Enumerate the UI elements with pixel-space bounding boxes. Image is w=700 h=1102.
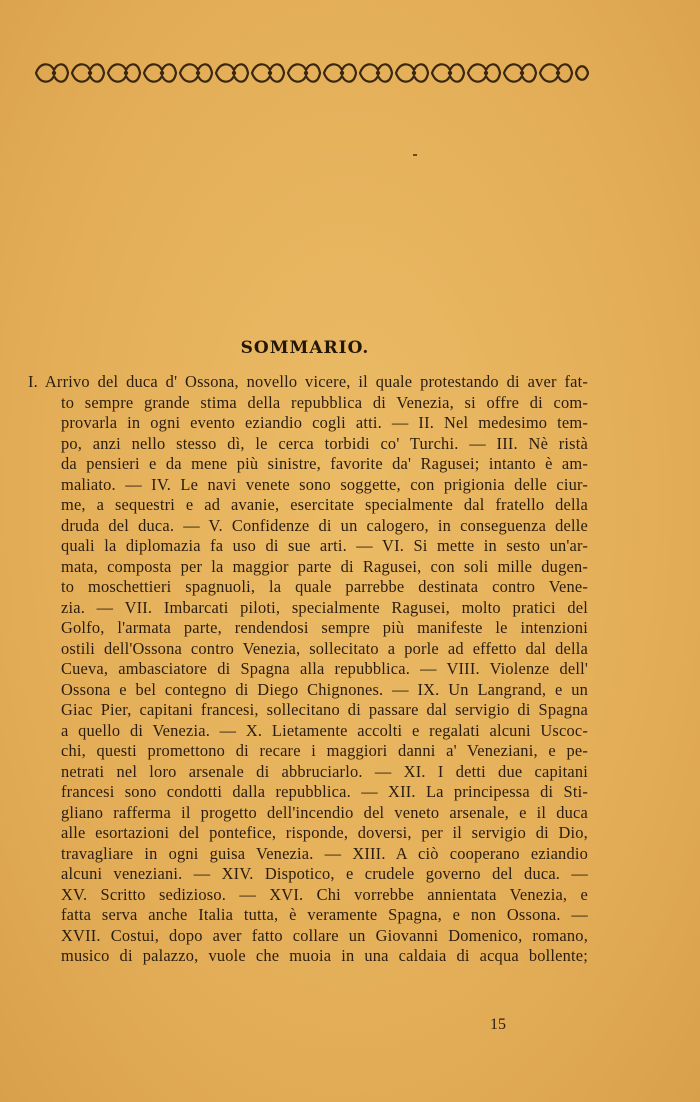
text-line: Ossona e bel contegno di Diego Chignones. — IX. Un Langrand, e un bbox=[61, 679, 588, 699]
print-speck bbox=[413, 154, 417, 156]
text-line: da pensieri e da mene più sinistre, favorite da' Ragusei; intanto è am- bbox=[61, 454, 588, 473]
text-line: a quello di Venezia. — X. Lietamente accolti e regalati alcuni Uscoc- bbox=[61, 720, 588, 740]
text-line: Giac Pier, capitani francesi, sollecitano di passare dal servigio di Spagna bbox=[61, 700, 588, 719]
text-line: I. Arrivo del duca d' Ossona, novello vicere, il quale protestando di aver fat- bbox=[28, 372, 588, 391]
text-line: me, a sequestri e ad avanie, esercitate specialmente dal fratello della bbox=[61, 495, 588, 514]
text-line: alcuni veneziani. — XIV. Dispotico, e crudele governo del duca. — bbox=[61, 864, 588, 883]
decorative-border-ornament bbox=[32, 58, 592, 88]
page-title: SOMMARIO. bbox=[240, 338, 370, 358]
summary-text bbox=[28, 372, 588, 967]
text-line: zia. — VII. Imbarcati piloti, specialmente Ragusei, molto pratici del bbox=[61, 597, 588, 617]
text-line: provarla in ogni evento eziandio cogli atti. — II. Nel medesimo tem- bbox=[61, 413, 588, 432]
text-line: XV. Scritto sedizioso. — XVI. Chi vorrebbe annientata Venezia, e bbox=[61, 884, 588, 904]
text-line: musico di palazzo, vuole che muoia in una caldaia di acqua bollente; bbox=[61, 946, 588, 965]
text-line: druda del duca. — V. Confidenze di un calogero, in conseguenza delle bbox=[61, 515, 588, 535]
text-line: Golfo, l'armata parte, rendendosi sempre più manifeste le intenzioni bbox=[61, 618, 588, 637]
text-line: maliato. — IV. Le navi venete sono soggette, con prigionia delle ciur- bbox=[61, 474, 588, 494]
page-number: 15 bbox=[490, 1016, 506, 1033]
text-line: to moschettieri spagnuoli, la quale parrebbe destinata contro Vene- bbox=[61, 577, 588, 596]
text-line: fatta serva anche Italia tutta, è veramente Spagna, e non Ossona. — bbox=[61, 905, 588, 924]
text-line: to sempre grande stima della repubblica di Venezia, si offre di com- bbox=[61, 392, 588, 412]
text-line: mata, composta per la maggior parte di Ragusei, con soli mille dugen- bbox=[61, 556, 588, 576]
text-line: netrati nel loro arsenale di abbruciarlo. — XI. I detti due capitani bbox=[61, 761, 588, 781]
text-line: francesi sono condotti dalla repubblica. — XII. La principessa di Sti- bbox=[61, 782, 588, 801]
text-line: po, anzi nello stesso dì, le cerca torbidi co' Turchi. — III. Nè ristà bbox=[61, 433, 588, 453]
text-line: quali la diplomazia fa uso di sue arti. — VI. Si mette in sesto un'ar- bbox=[61, 536, 588, 555]
text-line: gliano rafferma il progetto dell'incendio del veneto arsenale, e il duca bbox=[61, 802, 588, 822]
text-line: chi, questi promettono di recare i maggiori danni a' Veneziani, e pe- bbox=[61, 741, 588, 760]
text-line: ostili dell'Ossona contro Venezia, sollecitato a porle ad effetto dal della bbox=[61, 638, 588, 658]
text-line: Cueva, ambasciatore di Spagna alla repubblica. — VIII. Violenze dell' bbox=[61, 659, 588, 678]
text-line: travagliare in ogni guisa Venezia. — XIII. A ciò cooperano eziandio bbox=[61, 843, 588, 863]
text-line: XVII. Costui, dopo aver fatto collare un Giovanni Domenico, romano, bbox=[61, 925, 588, 945]
text-line: alle esortazioni del pontefice, risponde, doversi, per il servigio di Dio, bbox=[61, 823, 588, 842]
